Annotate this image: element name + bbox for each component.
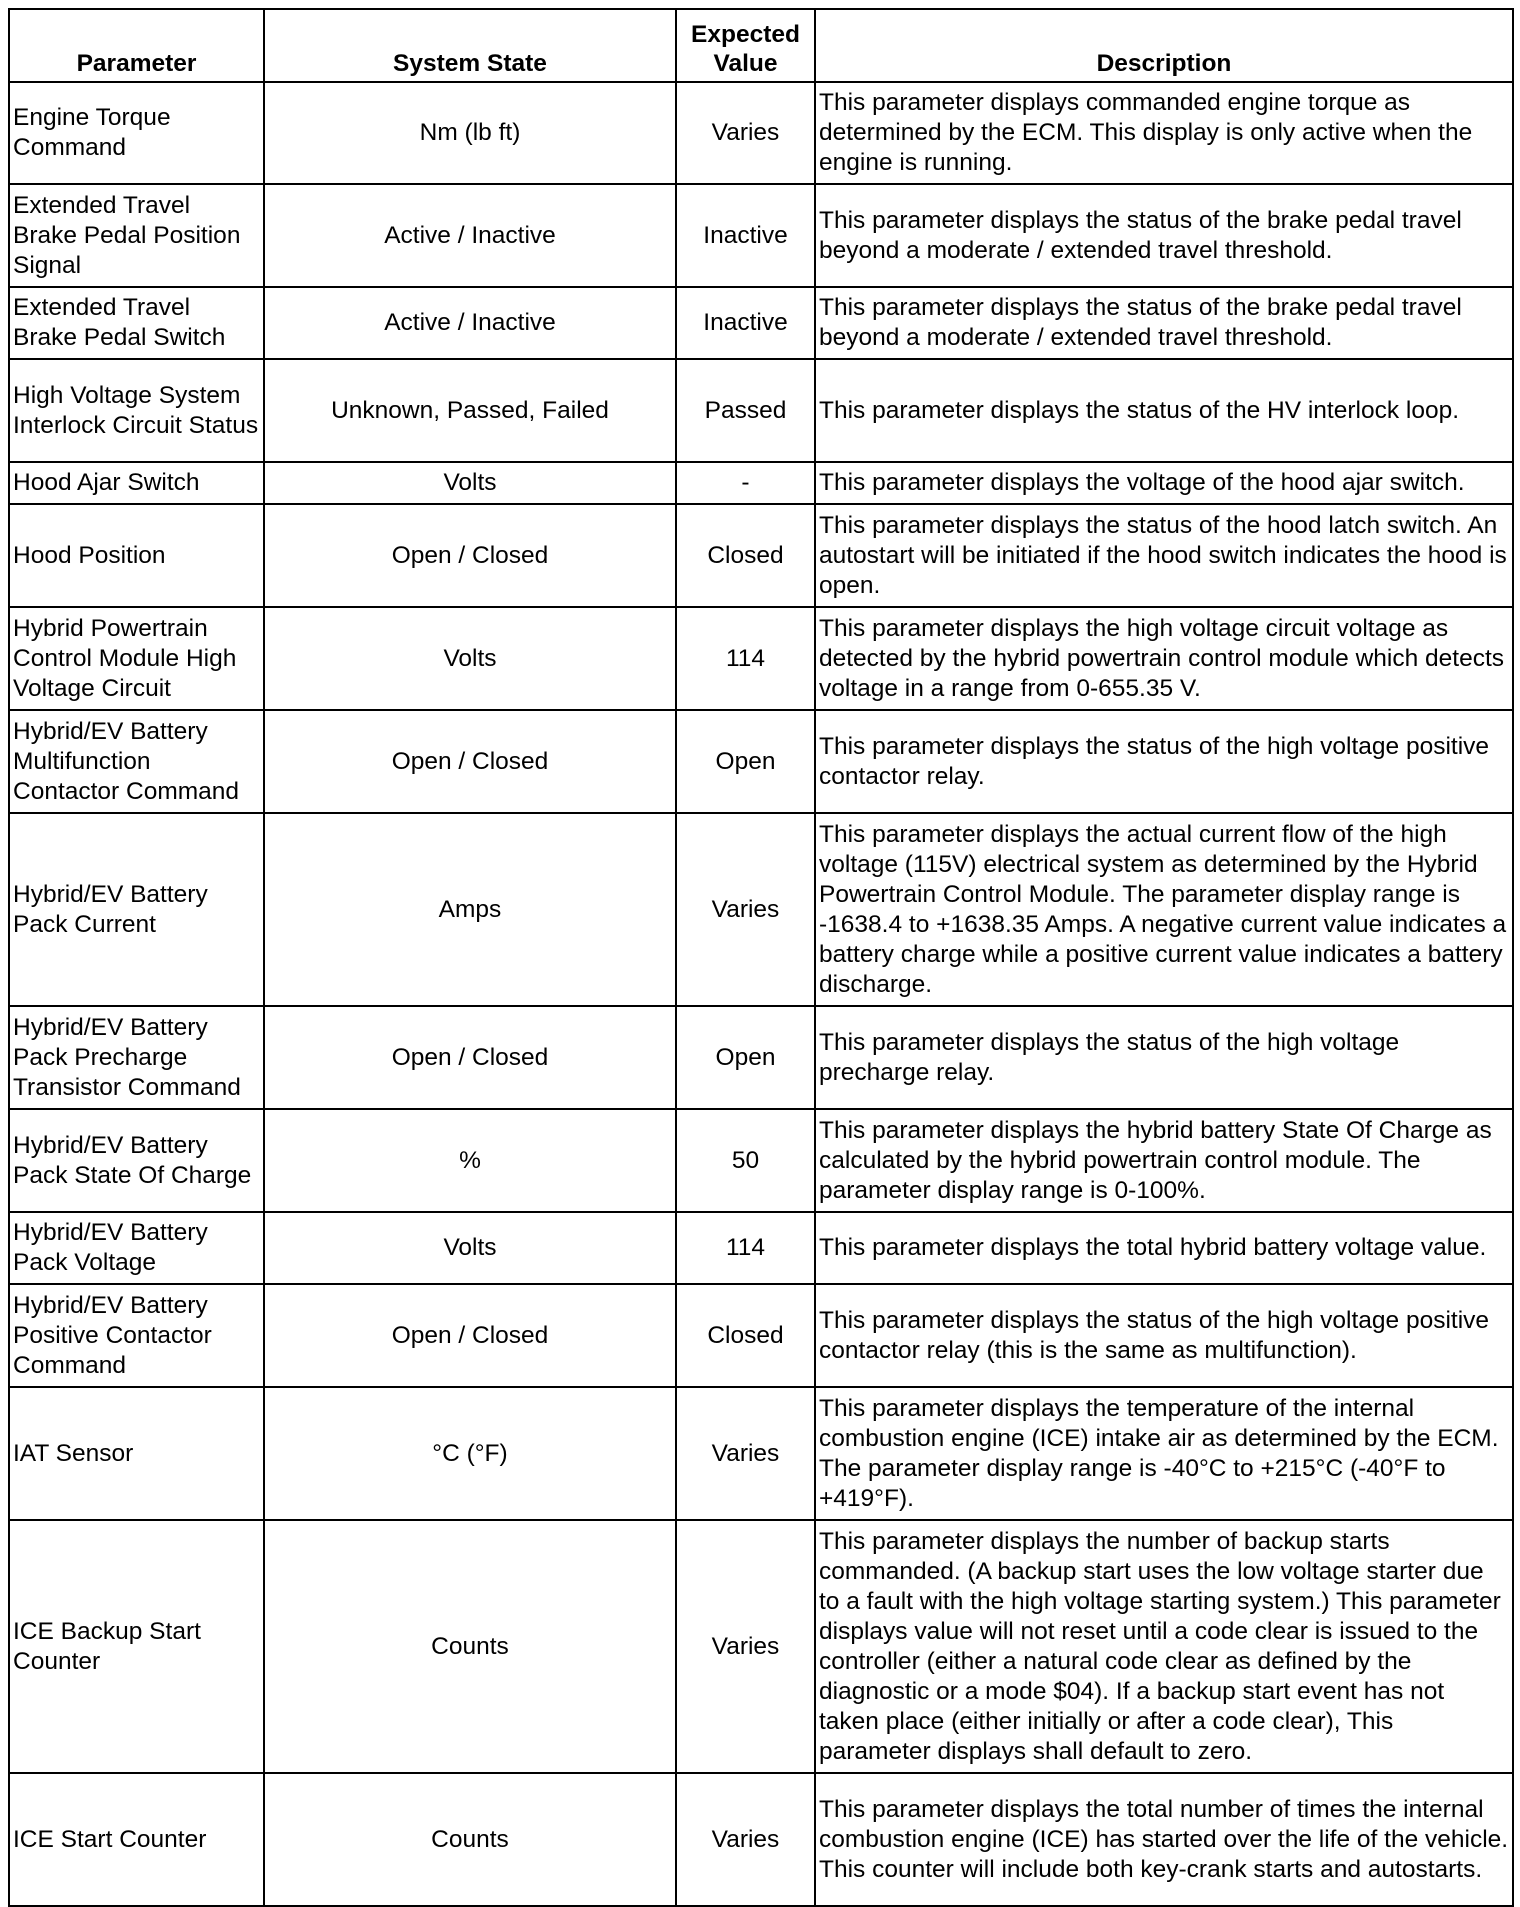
table-row <box>9 1773 1513 1906</box>
table-row <box>9 1387 1513 1520</box>
expected-value-cell: Varies <box>676 1773 815 1906</box>
expected-value-cell: Varies <box>676 1520 815 1773</box>
header-parameter: Parameter <box>9 9 264 82</box>
table-body <box>9 82 1513 1906</box>
table-header <box>9 9 1513 82</box>
parameter-table <box>8 8 1514 1907</box>
system-state-cell: Counts <box>264 1773 676 1906</box>
expected-value-cell: 114 <box>676 1212 815 1284</box>
table-row <box>9 607 1513 710</box>
parameter-cell: Hybrid/EV Battery Multifunction Contactor Command <box>9 710 264 813</box>
system-state-cell: Unknown, Passed, Failed <box>264 359 676 462</box>
table-row <box>9 710 1513 813</box>
description-cell: This parameter displays commanded engine torque as determined by the ECM. This display is only active when the engine is running. <box>815 82 1513 184</box>
system-state-cell: Nm (lb ft) <box>264 82 676 184</box>
parameter-cell: Hybrid/EV Battery Pack Voltage <box>9 1212 264 1284</box>
header-system-state: System State <box>264 9 676 82</box>
table-row <box>9 504 1513 607</box>
system-state-cell: % <box>264 1109 676 1212</box>
parameter-cell: Hybrid/EV Battery Pack State Of Charge <box>9 1109 264 1212</box>
system-state-cell: Open / Closed <box>264 1284 676 1387</box>
table-row <box>9 1109 1513 1212</box>
table-row <box>9 1006 1513 1109</box>
expected-value-cell: Open <box>676 1006 815 1109</box>
expected-value-cell: 50 <box>676 1109 815 1212</box>
system-state-cell: Active / Inactive <box>264 287 676 359</box>
expected-value-cell: Passed <box>676 359 815 462</box>
expected-value-cell: Varies <box>676 813 815 1006</box>
description-cell: This parameter displays the status of the hood latch switch. An autostart will be initiated if the hood switch indicates the hood is open. <box>815 504 1513 607</box>
description-cell: This parameter displays the total number of times the internal combustion engine (ICE) has started over the life of the vehicle. This counter will include both key-crank starts and autostarts. <box>815 1773 1513 1906</box>
system-state-cell: Amps <box>264 813 676 1006</box>
parameter-cell: IAT Sensor <box>9 1387 264 1520</box>
description-cell: This parameter displays the status of the brake pedal travel beyond a moderate / extended travel threshold. <box>815 184 1513 287</box>
expected-value-cell: Varies <box>676 82 815 184</box>
description-cell: This parameter displays the hybrid battery State Of Charge as calculated by the hybrid powertrain control module. The parameter display range is 0-100%. <box>815 1109 1513 1212</box>
table-row <box>9 184 1513 287</box>
header-expected-value: Expected Value <box>676 9 815 82</box>
description-cell: This parameter displays the high voltage circuit voltage as detected by the hybrid powertrain control module which detects voltage in a range from 0-655.35 V. <box>815 607 1513 710</box>
description-cell: This parameter displays the status of the HV interlock loop. <box>815 359 1513 462</box>
parameter-cell: ICE Start Counter <box>9 1773 264 1906</box>
parameter-cell: Hybrid/EV Battery Pack Current <box>9 813 264 1006</box>
expected-value-cell: Closed <box>676 504 815 607</box>
description-cell: This parameter displays the number of backup starts commanded. (A backup start uses the low voltage starter due to a fault with the high voltage starting system.) This parameter displays value will not reset until a code clear is issued to the controller (either a natural code clear as defined by the diagnostic or a mode $04). If a backup start event has not taken place (either initially or after a code clear), This parameter displays shall default to zero. <box>815 1520 1513 1773</box>
system-state-cell: Open / Closed <box>264 504 676 607</box>
parameter-cell: Hybrid/EV Battery Positive Contactor Command <box>9 1284 264 1387</box>
expected-value-cell: Inactive <box>676 287 815 359</box>
table-row <box>9 287 1513 359</box>
parameter-cell: Hybrid/EV Battery Pack Precharge Transistor Command <box>9 1006 264 1109</box>
expected-value-cell: Open <box>676 710 815 813</box>
system-state-cell: Volts <box>264 1212 676 1284</box>
table-row <box>9 359 1513 462</box>
description-cell: This parameter displays the status of the brake pedal travel beyond a moderate / extended travel threshold. <box>815 287 1513 359</box>
parameter-cell: High Voltage System Interlock Circuit Status <box>9 359 264 462</box>
table-row <box>9 813 1513 1006</box>
table-row <box>9 462 1513 504</box>
expected-value-cell: 114 <box>676 607 815 710</box>
system-state-cell: Open / Closed <box>264 710 676 813</box>
parameter-cell: Extended Travel Brake Pedal Position Signal <box>9 184 264 287</box>
parameter-cell: Hybrid Powertrain Control Module High Voltage Circuit <box>9 607 264 710</box>
system-state-cell: Counts <box>264 1520 676 1773</box>
table-row <box>9 1212 1513 1284</box>
description-cell: This parameter displays the temperature of the internal combustion engine (ICE) intake air as determined by the ECM. The parameter display range is -40°C to +215°C (-40°F to +419°F). <box>815 1387 1513 1520</box>
parameter-cell: Hood Position <box>9 504 264 607</box>
description-cell: This parameter displays the voltage of the hood ajar switch. <box>815 462 1513 504</box>
description-cell: This parameter displays the total hybrid battery voltage value. <box>815 1212 1513 1284</box>
expected-value-cell: Varies <box>676 1387 815 1520</box>
expected-value-cell: Closed <box>676 1284 815 1387</box>
system-state-cell: Active / Inactive <box>264 184 676 287</box>
table-row <box>9 82 1513 184</box>
parameter-cell: Engine Torque Command <box>9 82 264 184</box>
table-row <box>9 1520 1513 1773</box>
description-cell: This parameter displays the status of the high voltage positive contactor relay (this is the same as multifunction). <box>815 1284 1513 1387</box>
system-state-cell: Volts <box>264 462 676 504</box>
description-cell: This parameter displays the status of the high voltage precharge relay. <box>815 1006 1513 1109</box>
parameter-cell: Extended Travel Brake Pedal Switch <box>9 287 264 359</box>
parameter-cell: Hood Ajar Switch <box>9 462 264 504</box>
parameter-cell: ICE Backup Start Counter <box>9 1520 264 1773</box>
description-cell: This parameter displays the status of the high voltage positive contactor relay. <box>815 710 1513 813</box>
system-state-cell: °C (°F) <box>264 1387 676 1520</box>
table-row <box>9 1284 1513 1387</box>
description-cell: This parameter displays the actual current flow of the high voltage (115V) electrical system as determined by the Hybrid Powertrain Control Module. The parameter display range is -1638.4 to +1638.35 Amps. A negative current value indicates a battery charge while a positive current value indicates a battery discharge. <box>815 813 1513 1006</box>
expected-value-cell: - <box>676 462 815 504</box>
header-description: Description <box>815 9 1513 82</box>
system-state-cell: Open / Closed <box>264 1006 676 1109</box>
expected-value-cell: Inactive <box>676 184 815 287</box>
system-state-cell: Volts <box>264 607 676 710</box>
